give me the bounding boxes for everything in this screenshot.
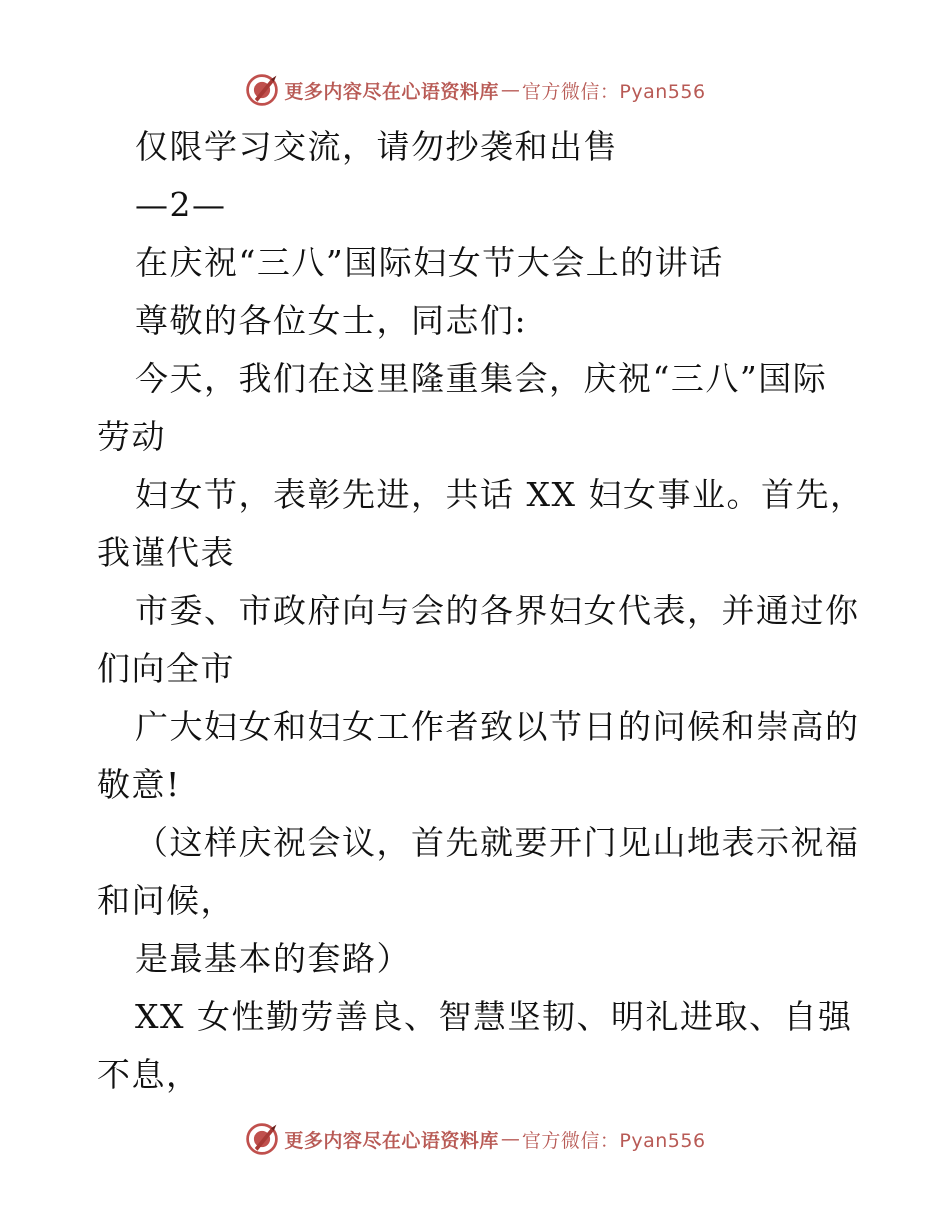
pen-nib-logo-icon (244, 72, 280, 108)
text-line: 广大妇女和妇女工作者致以节日的问候和崇高的 (135, 707, 860, 746)
text-line: 市委、市政府向与会的各界妇女代表，并通过你 (135, 591, 860, 630)
watermark-wechat: 官方微信：Pyan556 (521, 1129, 706, 1152)
text-line: 们向全市 (97, 649, 235, 688)
text-line: 我谨代表 (97, 533, 235, 572)
speech-title: 在庆祝“三八”国际妇女节大会上的讲话 (135, 243, 724, 282)
text-line: 仅限学习交流，请勿抄袭和出售 (135, 127, 618, 166)
watermark-text: 更多内容尽在心语资料库 (284, 80, 499, 103)
footer-watermark (0, 1119, 950, 1159)
watermark-separator: — (500, 79, 520, 101)
text-line: 敬意! (97, 765, 181, 804)
text-line: XX 女性勤劳善良、智慧坚韧、明礼进取、自强 (135, 997, 853, 1036)
text-line: 今天，我们在这里隆重集会，庆祝“三八”国际 (135, 359, 828, 398)
text-line: 妇女节，表彰先进，共话 XX 妇女事业。首先， (135, 475, 865, 514)
text-line: 不息， (97, 1055, 201, 1094)
text-line: （这样庆祝会议，首先就要开门见山地表示祝福 (135, 823, 860, 862)
pen-nib-logo-icon (244, 1121, 280, 1157)
text-line: 和问候， (97, 881, 235, 920)
salutation: 尊敬的各位女士，同志们: (135, 301, 528, 340)
text-line: 劳动 (97, 417, 166, 456)
watermark-wechat: 官方微信：Pyan556 (521, 80, 706, 103)
page-number: —2— (135, 185, 227, 224)
text-line: 是最基本的套路） (135, 939, 411, 978)
header-watermark (0, 70, 950, 110)
document-body (97, 118, 865, 1104)
watermark-separator: — (500, 1128, 520, 1150)
watermark-text: 更多内容尽在心语资料库 (284, 1129, 499, 1152)
